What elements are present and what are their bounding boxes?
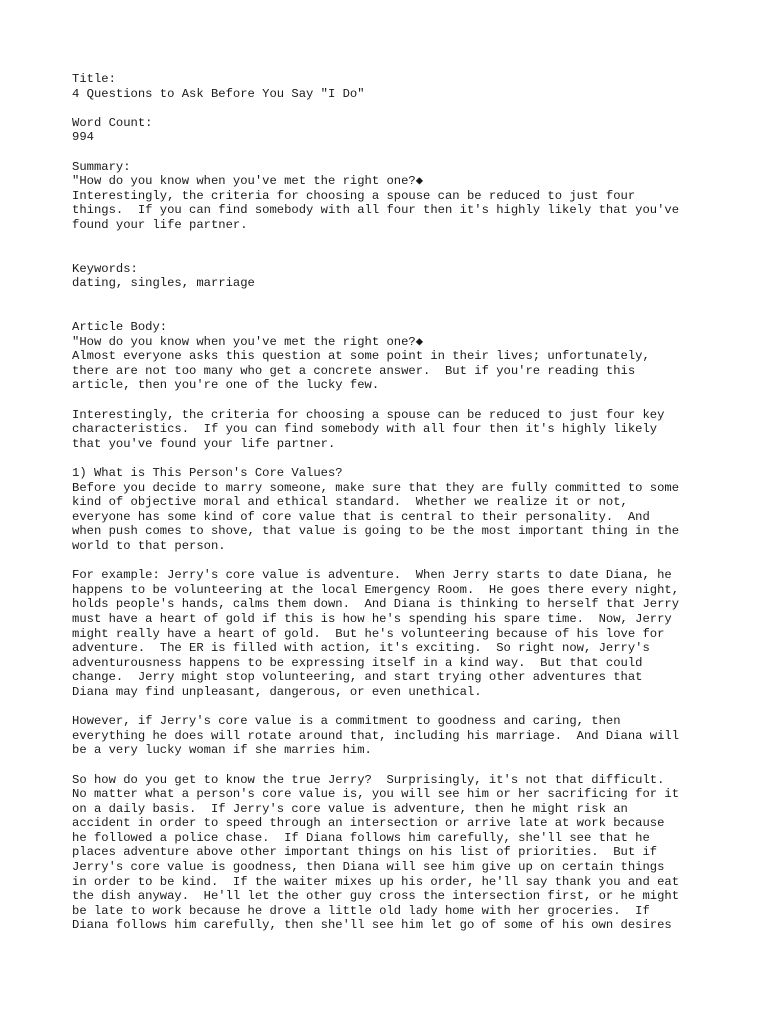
paragraph-line: be a very lucky woman if she marries him.	[72, 743, 372, 758]
paragraph-line: when push comes to shove, that value is going to be the most important thing in the	[72, 524, 680, 539]
paragraph-line: Jerry's core value is goodness, then Diana will see him give up on certain things	[72, 860, 665, 875]
paragraph-line: that you've found your life partner.	[72, 436, 336, 451]
keywords-label: Keywords:	[72, 261, 138, 276]
spacer	[72, 233, 712, 248]
paragraph-line: might really have a heart of gold. But he's volunteering because of his love for	[72, 626, 665, 641]
paragraph-line: places adventure above other important things on his list of priorities. But if	[72, 845, 658, 860]
paragraph-line: world to that person.	[72, 539, 226, 553]
article-paragraph	[72, 466, 712, 554]
word-count-section	[72, 116, 712, 145]
paragraph-line: kind of objective moral and ethical standard. Whether we realize it or not,	[72, 495, 628, 510]
paragraph-line: everyone has some kind of core value that is central to their personality. And	[72, 509, 650, 524]
word-count-label: Word Count:	[72, 115, 153, 130]
title-label: Title:	[72, 72, 116, 86]
paragraph-line: everything he does will rotate around that, including his marriage. And Diana will	[72, 728, 680, 743]
section-heading: 1) What is This Person's Core Values?	[72, 466, 343, 481]
spacer	[72, 291, 712, 306]
article-paragraph	[72, 714, 712, 758]
spacer	[72, 393, 712, 408]
paragraph-line: must have a heart of gold if this is how he's spending his spare time. Now, Jerry	[72, 611, 672, 626]
summary-line: things. If you can find somebody with all four then it's highly likely that you've	[72, 203, 680, 218]
paragraph-line: Before you decide to marry someone, make sure that they are fully committed to some	[72, 480, 680, 495]
spacer	[72, 101, 712, 116]
paragraph-line: article, then you're one of the lucky few.	[72, 378, 380, 393]
title-section	[72, 72, 712, 101]
paragraph-line: the dish anyway. He'll let the other guy cross the intersection first, or he might	[72, 889, 680, 904]
paragraph-line: accident in order to speed through an intersection or arrive late at work because	[72, 816, 665, 831]
paragraph-line: he followed a police chase. If Diana follows him carefully, she'll see that he	[72, 830, 650, 845]
document-page	[72, 72, 712, 933]
article-paragraph	[72, 408, 712, 452]
keywords-value: dating, singles, marriage	[72, 276, 255, 291]
paragraph-line: happens to be volunteering at the local Emergency Room. He goes there every night,	[72, 582, 680, 597]
spacer	[72, 700, 712, 715]
paragraph-line: Almost everyone asks this question at some point in their lives; unfortunately,	[72, 349, 650, 364]
paragraph-line: Diana follows him carefully, then she'll see him let go of some of his own desires	[72, 918, 672, 933]
paragraph-line: So how do you get to know the true Jerry? Surprisingly, it's not that difficult.	[72, 772, 665, 787]
paragraph-line: However, if Jerry's core value is a commitment to goodness and caring, then	[72, 714, 621, 729]
spacer	[72, 306, 712, 321]
paragraph-line: change. Jerry might stop volunteering, and start trying other adventures that	[72, 670, 643, 685]
spacer	[72, 554, 712, 569]
paragraph-line: there are not too many who get a concrete answer. But if you're reading this	[72, 363, 636, 378]
paragraph-line: on a daily basis. If Jerry's core value is adventure, then he might risk an	[72, 801, 628, 816]
word-count-value: 994	[72, 130, 94, 145]
paragraph-line: be late to work because he drove a little old lady home with her groceries. If	[72, 903, 650, 918]
article-paragraph	[72, 773, 712, 934]
keywords-section	[72, 262, 712, 291]
summary-line: "How do you know when you've met the right one?◆	[72, 174, 424, 189]
spacer	[72, 145, 712, 160]
summary-line: Interestingly, the criteria for choosing a spouse can be reduced to just four	[72, 188, 636, 203]
summary-label: Summary:	[72, 159, 131, 174]
paragraph-line: "How do you know when you've met the right one?◆	[72, 334, 424, 349]
paragraph-line: adventure. The ER is filled with action, it's exciting. So right now, Jerry's	[72, 641, 650, 656]
paragraph-line: adventurousness happens to be expressing itself in a kind way. But that could	[72, 655, 643, 670]
spacer	[72, 247, 712, 262]
paragraph-line: Interestingly, the criteria for choosing a spouse can be reduced to just four key	[72, 407, 665, 422]
article-body-label: Article Body:	[72, 320, 168, 335]
paragraph-line: characteristics. If you can find somebody with all four then it's highly likely	[72, 422, 658, 437]
summary-section	[72, 160, 712, 233]
article-paragraph	[72, 568, 712, 699]
paragraph-line: No matter what a person's core value is, you will see him or her sacrificing for it	[72, 787, 680, 802]
paragraph-line: holds people's hands, calms them down. And Diana is thinking to herself that Jerry	[72, 597, 680, 612]
paragraph-line: Diana may find unpleasant, dangerous, or even unethical.	[72, 684, 482, 699]
spacer	[72, 451, 712, 466]
article-body-section	[72, 320, 712, 933]
paragraph-line: in order to be kind. If the waiter mixes up his order, he'll say thank you and eat	[72, 874, 680, 889]
paragraph-line: For example: Jerry's core value is adventure. When Jerry starts to date Diana, he	[72, 568, 672, 583]
spacer	[72, 758, 712, 773]
article-paragraph	[72, 335, 712, 393]
summary-line: found your life partner.	[72, 217, 248, 232]
document-title: 4 Questions to Ask Before You Say "I Do"	[72, 86, 365, 101]
